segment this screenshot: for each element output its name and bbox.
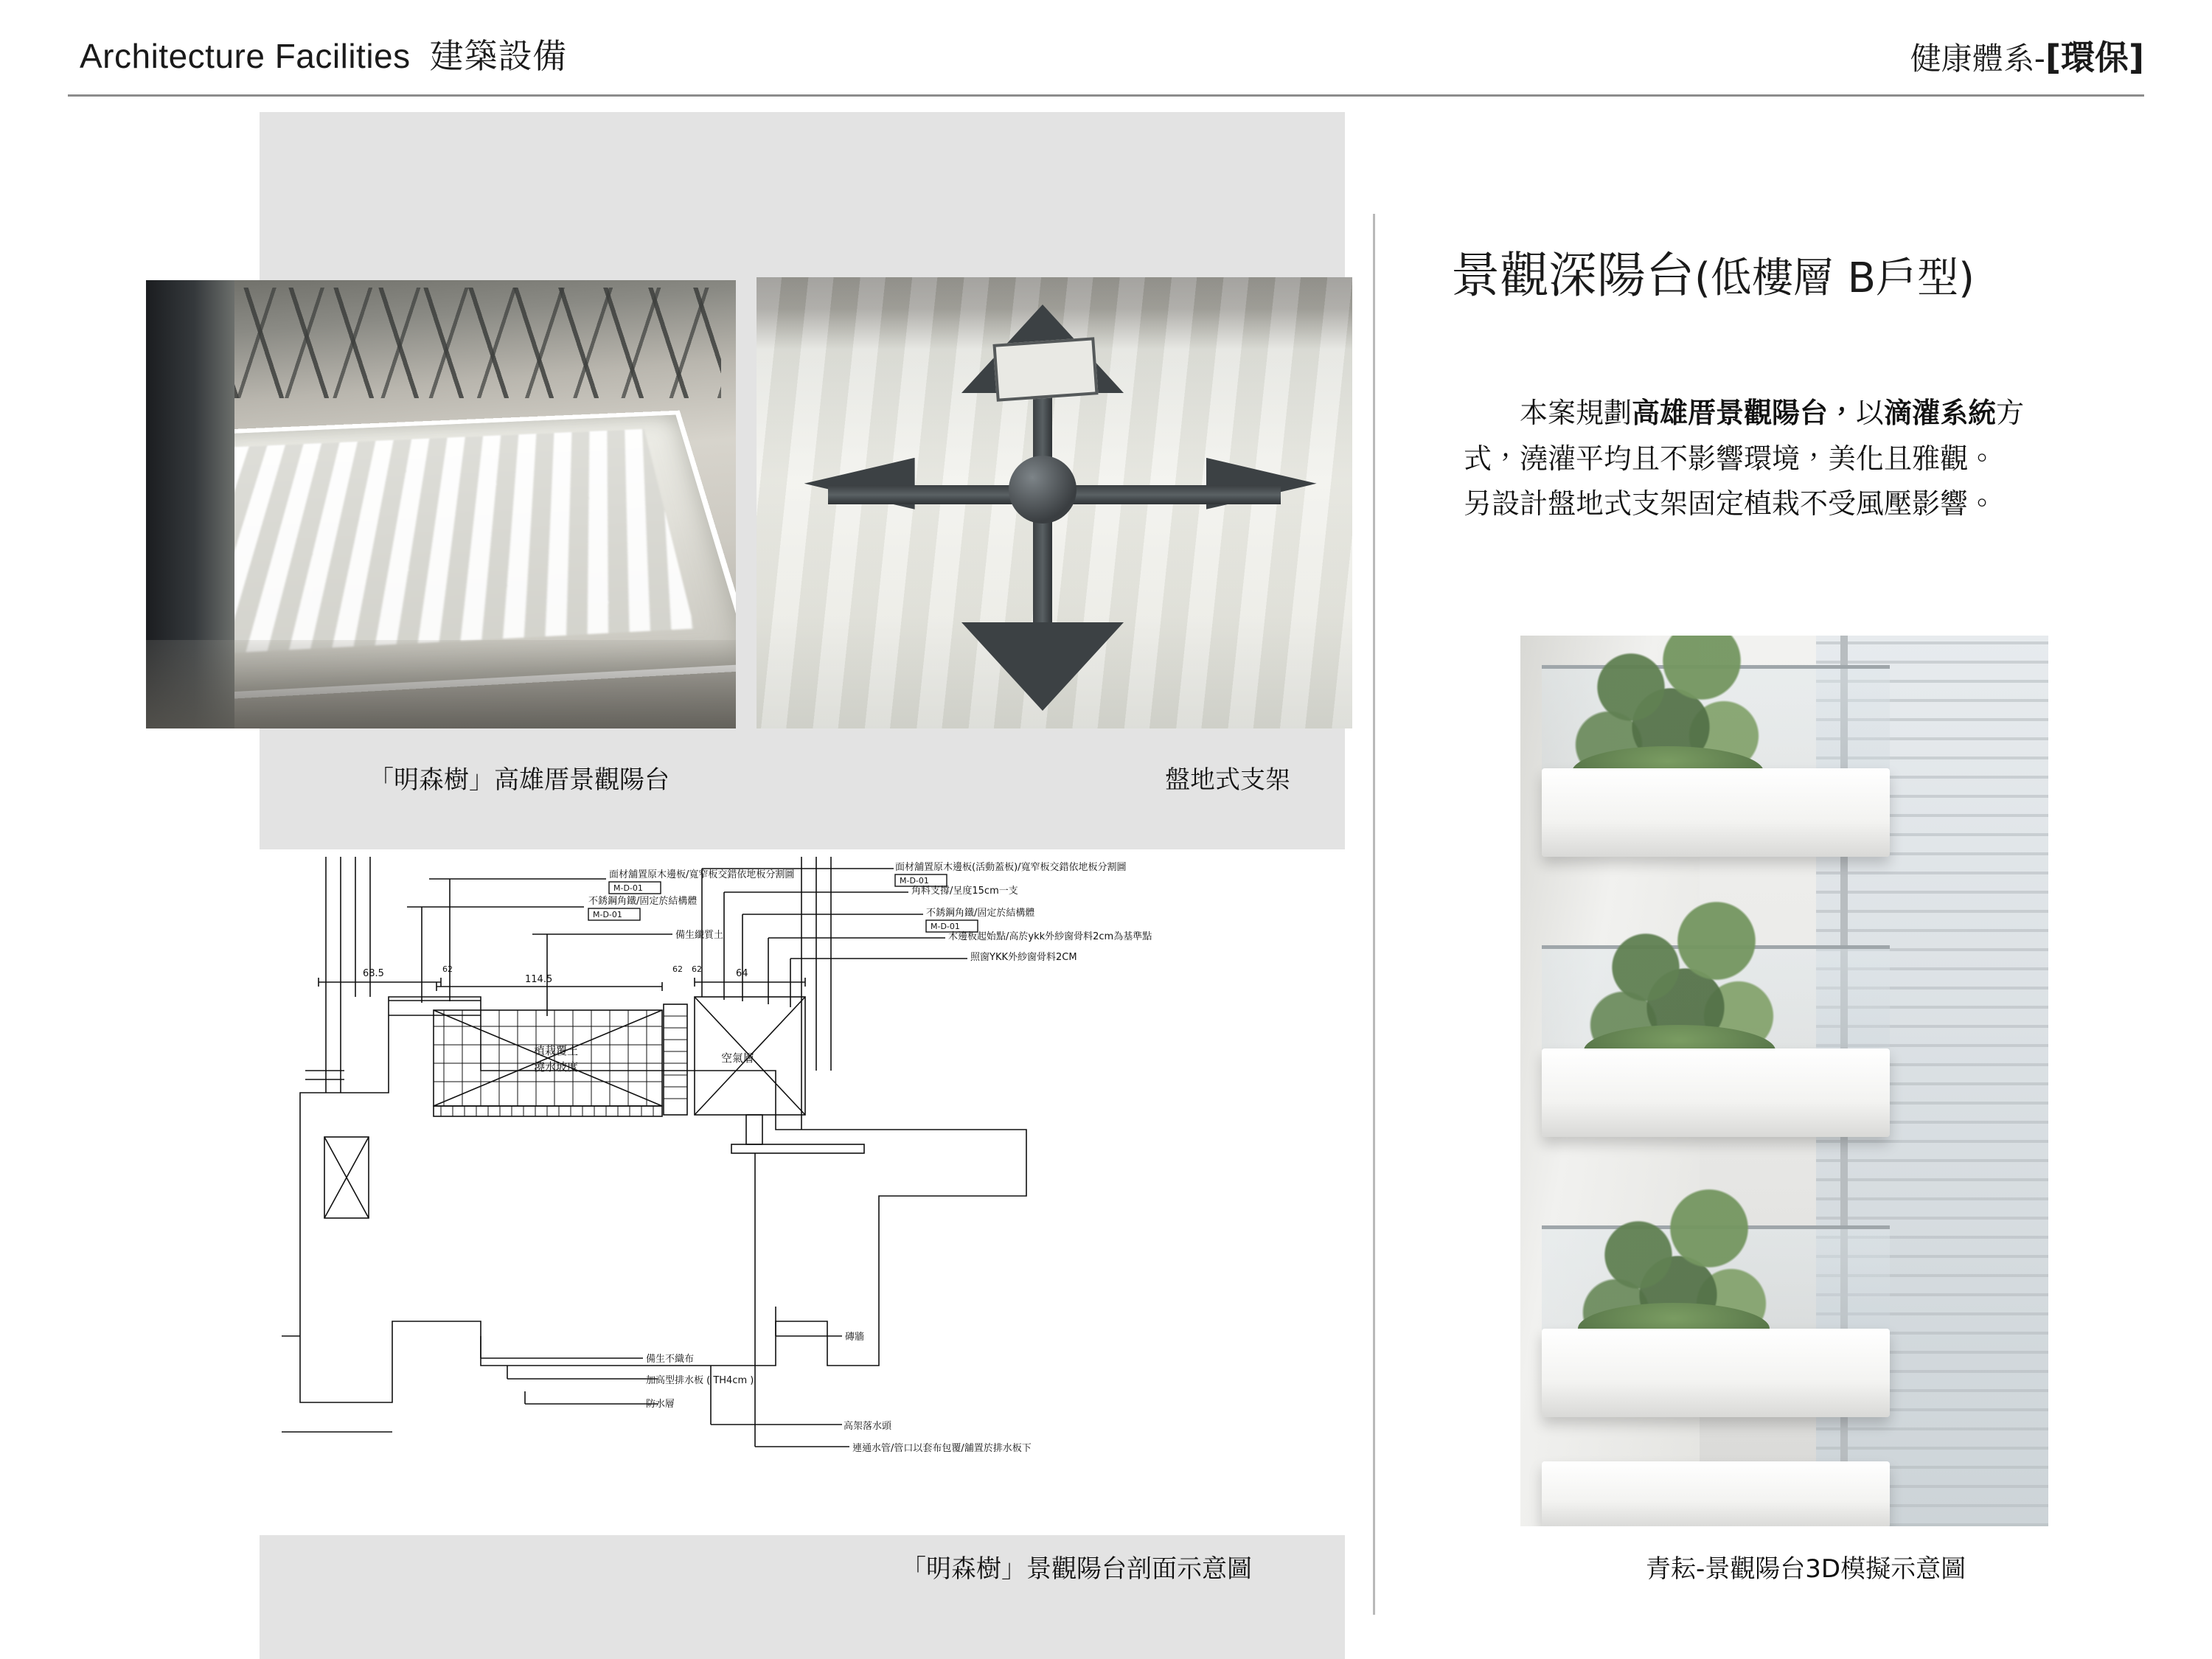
svg-text:M-D-01: M-D-01 xyxy=(593,910,622,919)
svg-text:不銹鋼角鐵/固定於結構體: 不銹鋼角鐵/固定於結構體 xyxy=(926,908,1035,919)
header-title-en: Architecture Facilities xyxy=(80,37,411,75)
caption-photo2: 盤地式支架 xyxy=(1165,765,1290,795)
column-divider xyxy=(1373,214,1375,1615)
svg-text:64: 64 xyxy=(736,968,748,979)
description-paragraph xyxy=(1464,391,2171,527)
svg-text:備生不織布: 備生不織布 xyxy=(646,1354,695,1365)
page-title-sub: (低樓層 B戶型) xyxy=(1694,254,1975,302)
svg-text:M-D-01: M-D-01 xyxy=(900,876,929,886)
svg-text:62: 62 xyxy=(442,964,453,974)
header-category xyxy=(1910,31,2144,80)
page-title xyxy=(1451,236,1975,306)
svg-text:備生纖質土: 備生纖質土 xyxy=(675,930,724,941)
svg-text:澆水坡度: 澆水坡度 xyxy=(534,1060,579,1074)
page-header xyxy=(0,0,2212,103)
render-balcony-3d-art xyxy=(1520,636,2048,1526)
svg-text:木邊板起始點/高於ykk外紗窗骨料2cm為基準點: 木邊板起始點/高於ykk外紗窗骨料2cm為基準點 xyxy=(948,931,1152,942)
svg-text:高架落水頭: 高架落水頭 xyxy=(844,1421,892,1432)
render-balcony-3d xyxy=(1520,636,2048,1526)
caption-render: 青耘-景觀陽台3D模擬示意圖 xyxy=(1646,1554,1966,1584)
page-title-main: 景觀深陽台 xyxy=(1451,247,1694,304)
paragraph-part-2: 高雄厝景觀陽台， xyxy=(1632,397,1857,429)
svg-text:面材舖置原木邊板(活動蓋板)/寬窄板交錯依地板分割圖: 面材舖置原木邊板(活動蓋板)/寬窄板交錯依地板分割圖 xyxy=(895,862,1127,873)
svg-text:M-D-01: M-D-01 xyxy=(931,922,960,931)
header-category-prefix: 健康體系- xyxy=(1910,41,2045,77)
photo-ground-anchor-bracket-art xyxy=(757,277,1352,728)
section-drawing xyxy=(260,849,1348,1535)
svg-text:114.5: 114.5 xyxy=(525,974,553,985)
svg-text:角料支撐/呈度15cm一支: 角料支撐/呈度15cm一支 xyxy=(911,886,1018,897)
photo-ground-anchor-bracket xyxy=(757,277,1352,728)
header-category-tag: [環保] xyxy=(2045,38,2144,77)
paragraph-part-4: 滴灌系統 xyxy=(1884,397,1997,429)
header-title xyxy=(80,29,567,78)
paragraph-line-3: 另設計盤地式支架固定植栽不受風壓影響。 xyxy=(1464,487,1997,521)
balcony-section-drawing xyxy=(260,849,1348,1535)
caption-drawing: 「明森樹」景觀陽台剖面示意圖 xyxy=(901,1554,1252,1584)
svg-text:面材舖置原木邊板/寬窄板交錯依地板分割圖: 面材舖置原木邊板/寬窄板交錯依地板分割圖 xyxy=(609,869,795,880)
svg-text:植栽覆土: 植栽覆土 xyxy=(534,1044,579,1057)
svg-text:空氣層: 空氣層 xyxy=(721,1051,755,1065)
paragraph-part-5: 方 xyxy=(1996,397,2025,429)
svg-text:照窗YKK外紗窗骨料2CM: 照窗YKK外紗窗骨料2CM xyxy=(970,952,1077,963)
svg-text:68.5: 68.5 xyxy=(363,968,384,979)
photo-balcony-planter-art xyxy=(146,280,736,728)
paragraph-part-3: 以 xyxy=(1856,397,1885,429)
header-divider xyxy=(68,94,2144,97)
paragraph-part-1: 本案規劃 xyxy=(1520,397,1632,429)
svg-text:連通水管/管口以套布包覆/舖置於排水板下: 連通水管/管口以套布包覆/舖置於排水板下 xyxy=(852,1443,1032,1454)
svg-text:不銹鋼角鐵/固定於結構體: 不銹鋼角鐵/固定於結構體 xyxy=(588,896,698,907)
svg-text:M-D-01: M-D-01 xyxy=(613,883,643,893)
svg-text:防水層: 防水層 xyxy=(646,1399,675,1410)
svg-text:62: 62 xyxy=(692,964,702,974)
paragraph-line-2: 式，澆灌平均且不影響環境，美化且雅觀。 xyxy=(1464,442,1997,475)
photo-balcony-planter xyxy=(146,280,736,728)
caption-photo1: 「明森樹」高雄厝景觀陽台 xyxy=(369,765,669,795)
svg-text:加高型排水板 ( TH4cm ): 加高型排水板 ( TH4cm ) xyxy=(646,1375,754,1386)
svg-text:磚牆: 磚牆 xyxy=(845,1332,865,1343)
svg-text:62: 62 xyxy=(672,964,683,974)
header-title-zh: 建築設備 xyxy=(429,36,567,76)
